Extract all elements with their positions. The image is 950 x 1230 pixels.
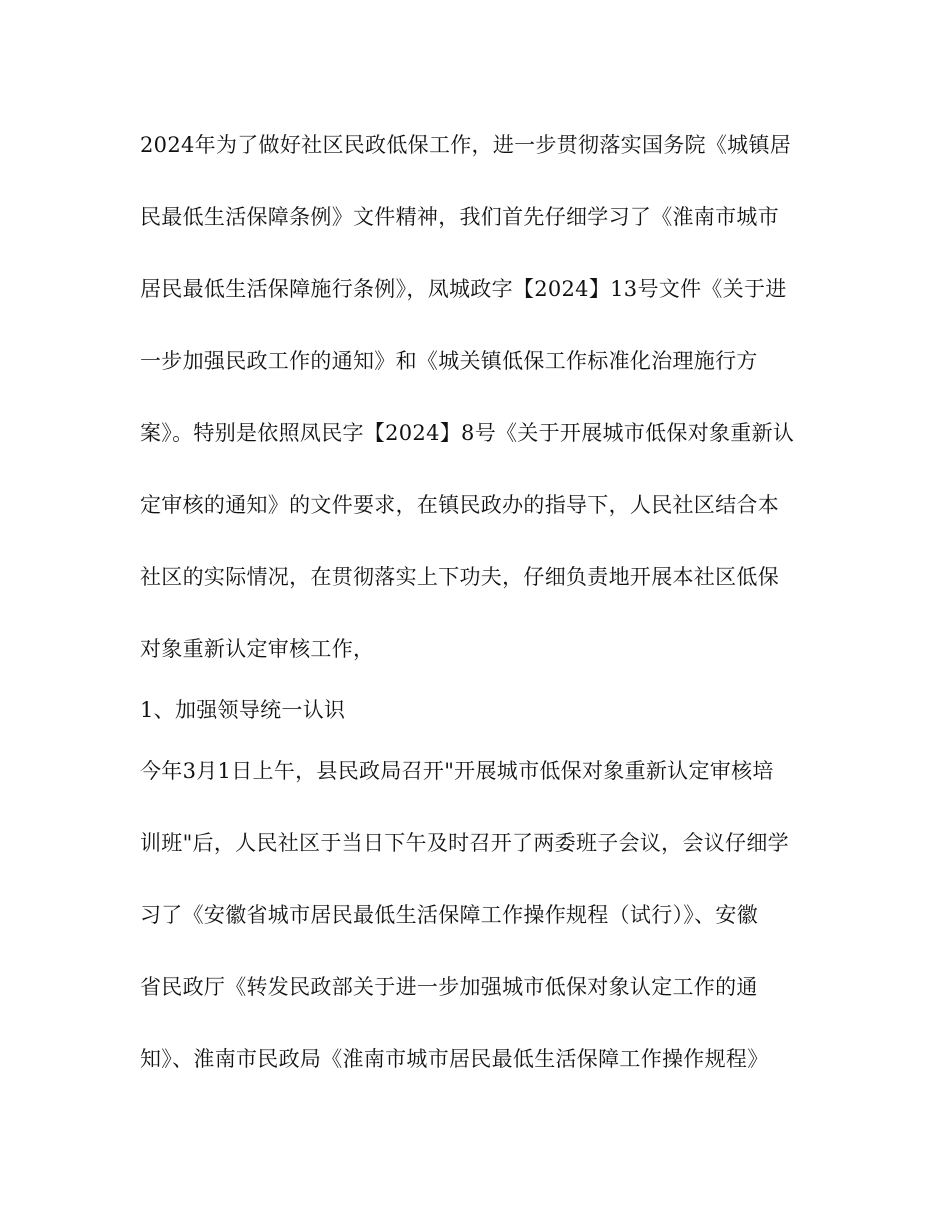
paragraph-line: 民最低生活保障条例》文件精神，我们首先仔细学习了《淮南市城市 xyxy=(140,205,779,229)
paragraph-line: 一步加强民政工作的通知》和《城关镇低保工作标准化治理施行方 xyxy=(140,349,758,373)
paragraph-line: 案》。特别是依照凤民字【2024】8号《关于开展城市低保对象重新认 xyxy=(140,421,795,445)
section-heading: 1、加强领导统一认识 xyxy=(140,698,346,722)
paragraph-line: 定审核的通知》的文件要求，在镇民政办的指导下，人民社区结合本 xyxy=(140,493,779,517)
paragraph-line: 省民政厅《转发民政部关于进一步加强城市低保对象认定工作的通 xyxy=(140,975,758,999)
paragraph-line: 今年3月1日上午，县民政局召开"开展城市低保对象重新认定审核培 xyxy=(140,759,774,783)
paragraph-line: 对象重新认定审核工作， xyxy=(140,637,375,661)
paragraph-line: 习了《安徽省城市居民最低生活保障工作操作规程（试行）》、安徽 xyxy=(140,903,758,927)
paragraph-line: 知》、淮南市民政局《淮南市城市居民最低生活保障工作操作规程》 xyxy=(140,1047,769,1071)
paragraph-line: 社区的实际情况，在贯彻落实上下功夫，仔细负责地开展本社区低保 xyxy=(140,565,779,589)
paragraph-line: 居民最低生活保障施行条例》，凤城政字【2024】13号文件《关于进 xyxy=(140,277,787,301)
paragraph-line: 2024年为了做好社区民政低保工作，进一步贯彻落实国务院《城镇居 xyxy=(140,133,792,157)
paragraph-line: 训班"后，人民社区于当日下午及时召开了两委班子会议，会议仔细学 xyxy=(140,831,789,855)
